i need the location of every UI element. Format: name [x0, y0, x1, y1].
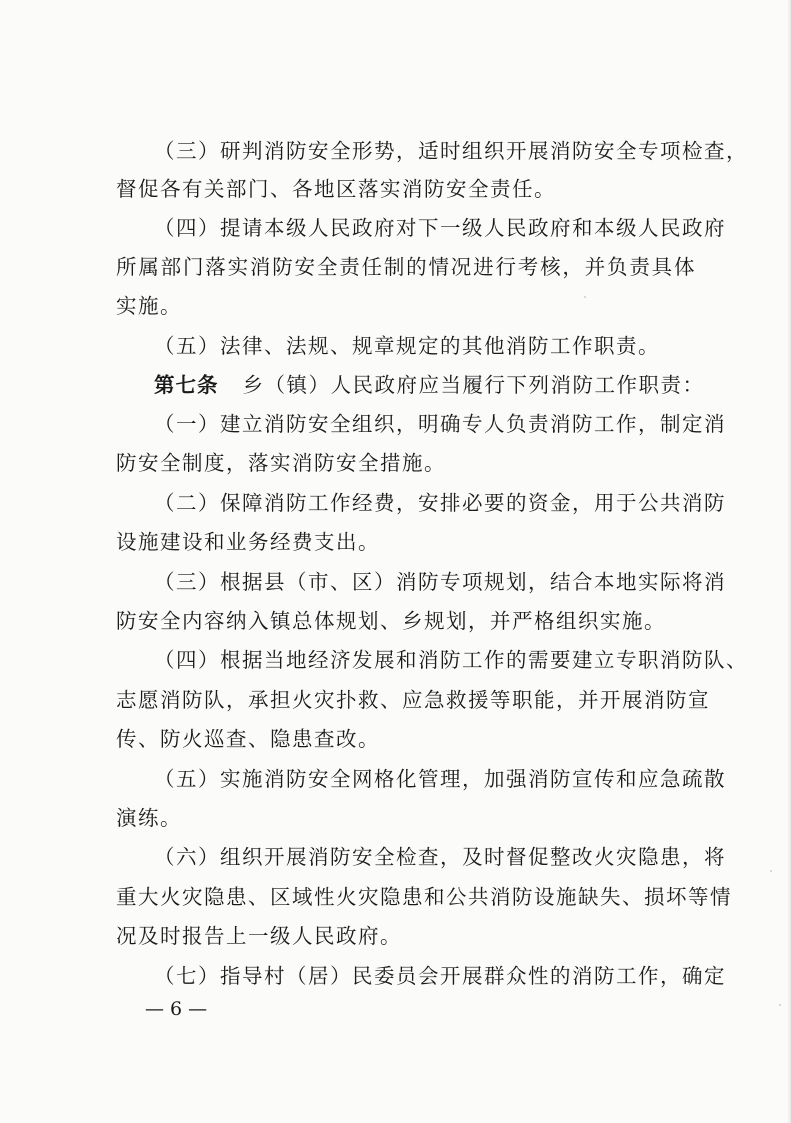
paragraph-line: 况及时报告上一级人民政府。 — [116, 924, 402, 948]
paragraph-line: 所属部门落实消防安全责任制的情况进行考核，并负责具体 — [116, 255, 696, 279]
page-number: — 6 — — [145, 998, 208, 1020]
article-heading — [154, 370, 705, 400]
paragraph-line: （四）根据当地经济发展和消防工作的需要建立专职消防队、 — [154, 648, 748, 672]
paragraph-line: 实施。 — [116, 294, 182, 318]
paragraph-line: （三）研判消防安全形势，适时组织开展消防安全专项检查， — [154, 139, 748, 163]
paragraph-line: （六）组织开展消防安全检查，及时督促整改火灾隐患，将 — [154, 845, 726, 869]
paragraph-line: 重大火灾隐患、区域性火灾隐患和公共消防设施缺失、损坏等情 — [116, 885, 732, 909]
paragraph-line: 演练。 — [116, 806, 182, 830]
article-number: 第七条 — [154, 373, 219, 397]
paragraph-line: 防安全制度，落实消防安全措施。 — [116, 451, 446, 475]
paragraph-line: 督促各有关部门、各地区落实消防安全责任。 — [116, 177, 556, 201]
scan-speck — [779, 1004, 781, 1006]
paragraph-line: （五）实施消防安全网格化管理，加强消防宣传和应急疏散 — [154, 767, 726, 791]
paragraph-line: （五）法律、法规、规章规定的其他消防工作职责。 — [154, 334, 660, 358]
paragraph-line: 防安全内容纳入镇总体规划、乡规划，并严格组织实施。 — [116, 609, 666, 633]
paragraph-line: （三）根据县（市、区）消防专项规划，结合本地实际将消 — [154, 570, 726, 594]
scan-speck — [584, 296, 586, 298]
scan-speck — [770, 870, 772, 872]
paragraph-line: 传、防火巡查、隐患查改。 — [116, 727, 380, 751]
paragraph-line: 设施建设和业务经费支出。 — [116, 530, 380, 554]
paragraph-line: （七）指导村（居）民委员会开展群众性的消防工作，确定 — [154, 964, 726, 988]
paragraph-line: 志愿消防队，承担火灾扑救、应急救援等职能，并开展消防宣 — [116, 688, 710, 712]
paragraph-line: （二）保障消防工作经费，安排必要的资金，用于公共消防 — [154, 491, 726, 515]
paragraph-line: （四）提请本级人民政府对下一级人民政府和本级人民政府 — [154, 216, 726, 240]
paragraph-line: （一）建立消防安全组织，明确专人负责消防工作，制定消 — [154, 412, 726, 436]
page-edge — [787, 0, 791, 1123]
article-text: 乡（镇）人民政府应当履行下列消防工作职责： — [242, 373, 705, 397]
